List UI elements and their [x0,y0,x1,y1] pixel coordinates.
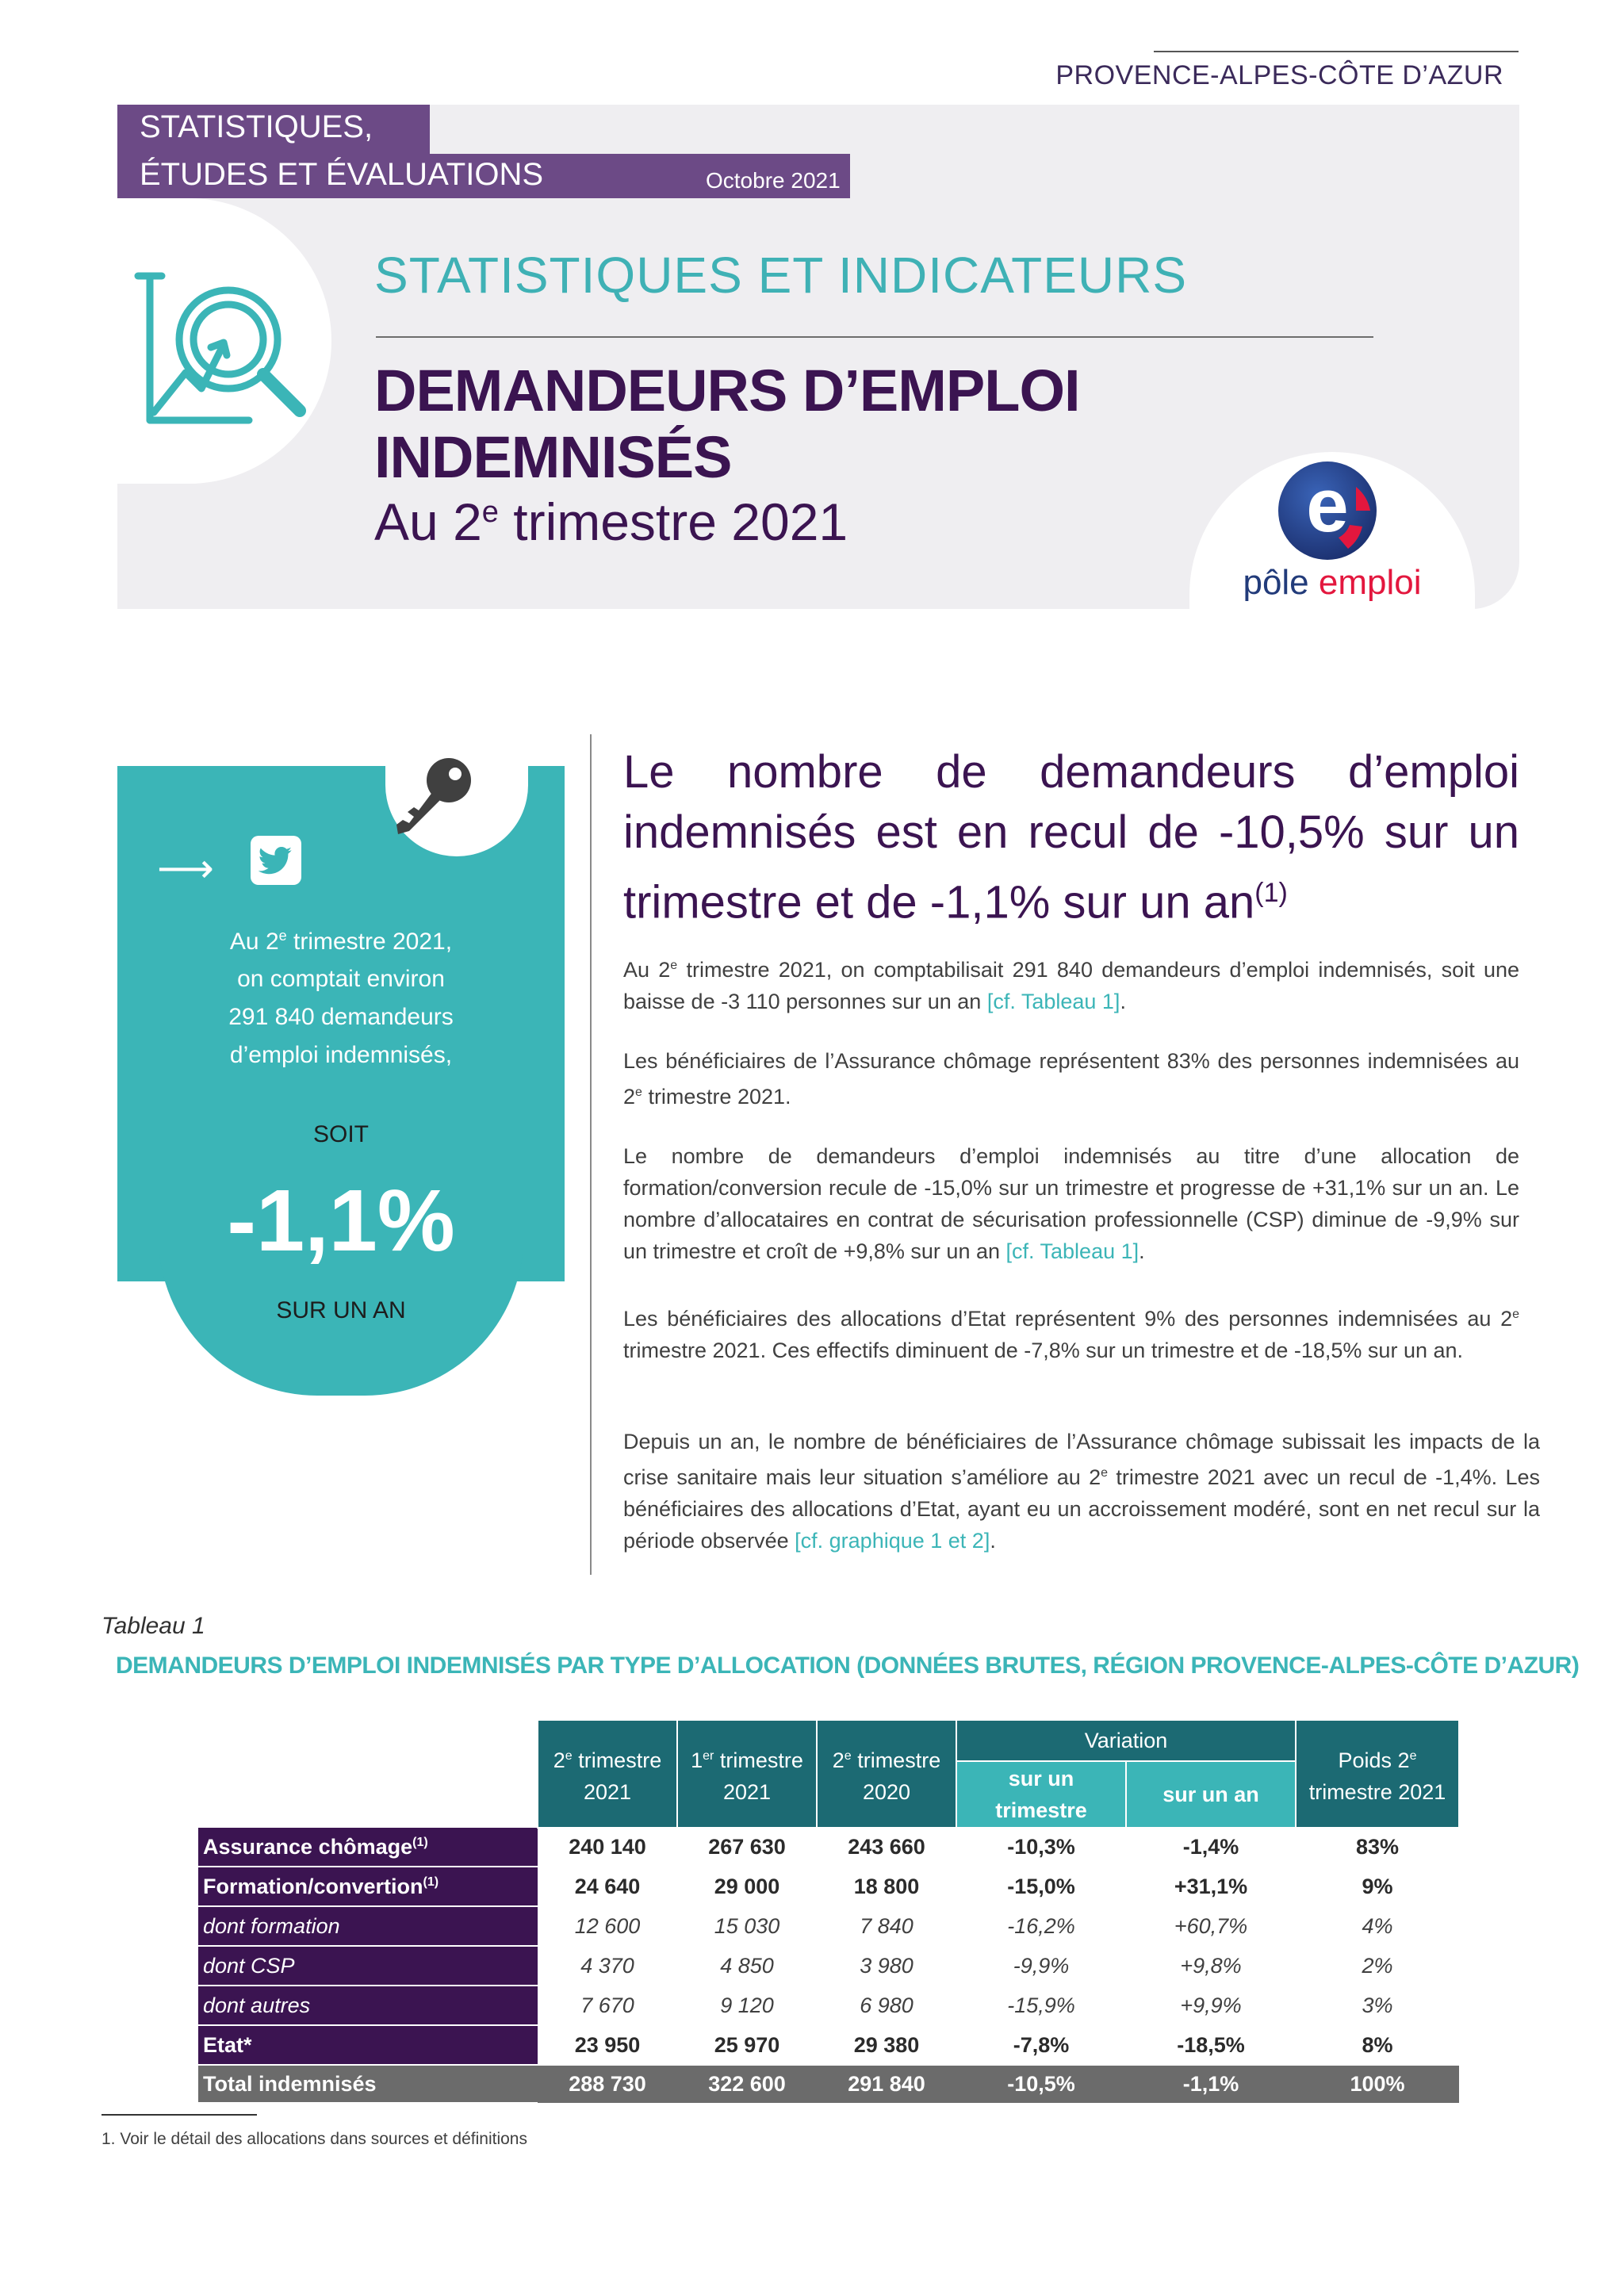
subtitle: Au 2e trimestre 2021 [374,492,848,551]
table-cell: 8% [1296,2025,1459,2065]
key-figure-period: SUR UN AN [276,1297,406,1323]
table-cell: 4 370 [538,1946,677,1986]
table-cell: 18 800 [817,1867,956,1906]
section-title: STATISTIQUES ET INDICATEURS [374,247,1188,304]
table-reference-link[interactable]: [cf. Tableau 1] [986,990,1120,1013]
table-row [198,1986,1459,2025]
table-cell: 9% [1296,1867,1459,1906]
paragraph-4: Les bénéficiaires des allocations d’Etat représentent 9% des personnes indemnisées au 2e trimestre 2021. Ces effectifs diminuent de -7,8% sur un trimestre et de -18,5% sur un an. [623,1307,1519,1362]
table-cell: 3% [1296,1986,1459,2025]
table-cell: -18,5% [1126,2025,1296,2065]
table-cell: 12 600 [538,1906,677,1946]
col-header-var-year: sur un an [1126,1761,1296,1828]
row-label: dont formation [198,1906,538,1946]
col-header-q2-2021: 2e trimestre 2021 [538,1720,677,1828]
table-cell: 9 120 [677,1986,817,2025]
publication-date: Octobre 2021 [706,168,841,193]
table-cell: 288 730 [538,2065,677,2103]
table-cell: -7,8% [956,2025,1126,2065]
col-header-q2-2020: 2e trimestre 2020 [817,1720,956,1828]
paragraph-2: Les bénéficiaires de l’Assurance chômage représentent 83% des personnes indemnisées au 2e trimestre 2021. [623,1049,1519,1109]
table-cell: 291 840 [817,2065,956,2103]
table-cell: +31,1% [1126,1867,1296,1906]
table-cell: 322 600 [677,2065,817,2103]
chart-reference-link[interactable]: [cf. graphique 1 et 2] [795,1529,990,1553]
col-header-variation: Variation [956,1720,1296,1761]
table-cell: 100% [1296,2065,1459,2103]
table-cell: -10,5% [956,2065,1126,2103]
table-cell: -15,0% [956,1867,1126,1906]
row-label: Assurance chômage$^{(1)}$ [198,1828,538,1867]
svg-text:e: e [1306,463,1349,548]
table-cell: 4% [1296,1906,1459,1946]
table-cell: -1,4% [1126,1828,1296,1867]
col-header-q1-2021: 1er trimestre 2021 [677,1720,817,1828]
row-label: Etat* [198,2025,538,2065]
paragraph-5: Depuis un an, le nombre de bénéficiaires de l’Assurance chômage subissait les impacts de la crise sanitaire mais leur situation s’améliore au 2e trimestre 2021 avec un recul de -1,4%. Les bénéficiaires des allocations d’Etat, ayant eu un accroissement modéré, sont en net recul sur la période observée [cf. graphique 1 et 2]. [623,1430,1540,1553]
table-cell: 24 640 [538,1867,677,1906]
twitter-icon[interactable] [251,836,301,885]
card-text-line-2: on comptait environ [237,966,445,992]
table-cell: 3 980 [817,1946,956,1986]
table-row [198,1906,1459,1946]
table-cell: +9,8% [1126,1946,1296,1986]
card-soit: SOIT [312,1121,369,1147]
table-cell: 83% [1296,1828,1459,1867]
table-cell: 7 670 [538,1986,677,2025]
table-row [198,2025,1459,2065]
analytics-magnifier-icon [130,270,312,428]
table-corner [198,1720,538,1828]
table-caption: Tableau 1 [102,1613,205,1639]
paragraph-1: Au 2e trimestre 2021, on comptabilisait 291 840 demandeurs d’emploi indemnisés, soit une baisse de -3 110 personnes sur un an [cf. Tableau 1]. [623,958,1519,1013]
table-cell: -16,2% [956,1906,1126,1946]
table-row [198,1828,1459,1867]
row-label: dont autres [198,1986,538,2025]
table-cell: -15,9% [956,1986,1126,2025]
region-label: PROVENCE-ALPES-CÔTE D’AZUR [1055,60,1503,90]
table-cell: 240 140 [538,1828,677,1867]
arrow-right-icon: ⟶ [157,846,214,890]
table-row [198,1946,1459,1986]
key-figure-value: -1,1% [227,1172,455,1270]
table-total-row [198,2065,1459,2103]
card-text-line-1: Au 2e trimestre 2021, [229,928,453,955]
col-header-var-quarter: sur un trimestre [956,1761,1126,1828]
row-label: Total indemnisés [198,2065,538,2103]
table-cell: +60,7% [1126,1906,1296,1946]
table-title: DEMANDEURS D’EMPLOI INDEMNISÉS PAR TYPE D’ALLOCATION (DONNÉES BRUTES, RÉGION PROVENCE-ALPES-CÔTE D’AZUR) [116,1653,1580,1679]
table-cell: 25 970 [677,2025,817,2065]
table-cell: 15 030 [677,1906,817,1946]
table-cell: -9,9% [956,1946,1126,1986]
table-cell: 4 850 [677,1946,817,1986]
banner-line-2: ÉTUDES ET ÉVALUATIONS [140,157,544,192]
col-header-weight: Poids 2e trimestre 2021 [1296,1720,1459,1828]
table-cell: 23 950 [538,2025,677,2065]
footnote-rule [102,2114,257,2116]
main-title-line-2: INDEMNISÉS [374,424,732,490]
table-reference-link[interactable]: [cf. Tableau 1] [1005,1239,1139,1263]
card-text-line-4: d’emploi indemnisés, [229,1042,453,1068]
pole-emploi-wordmark: pôle emploi [1243,563,1422,602]
row-label: Formation/convertion$^{(1)}$ [198,1867,538,1906]
table-cell: 6 980 [817,1986,956,2025]
row-label: dont CSP [198,1946,538,1986]
table-cell: 267 630 [677,1828,817,1867]
table-cell: 2% [1296,1946,1459,1986]
footnote: 1. Voir le détail des allocations dans sources et définitions [102,2130,527,2148]
table-cell: +9,9% [1126,1986,1296,2025]
table-cell: -10,3% [956,1828,1126,1867]
main-title-line-1: DEMANDEURS D’EMPLOI [374,358,1080,423]
table-cell: 243 660 [817,1828,956,1867]
allocation-table [198,1719,1460,2104]
title-divider [376,336,1373,338]
banner-line-1: STATISTIQUES, [140,109,373,144]
table-cell: 29 000 [677,1867,817,1906]
paragraph-3: Le nombre de demandeurs d’emploi indemnisés au titre d’une allocation de formation/conversion recule de -15,0% sur un trimestre et progresse de +31,1% sur un an. Le nombre d’allocataires en contrat de sécurisation professionnelle (CSP) diminue de -9,9% sur un trimestre et croît de +9,8% sur un an [cf. Tableau 1]. [623,1144,1519,1263]
key-icon [392,752,479,839]
card-text-line-3: 291 840 demandeurs [228,1004,454,1030]
table-cell: -1,1% [1126,2065,1296,2103]
table-row [198,1867,1459,1906]
table-cell: 29 380 [817,2025,956,2065]
column-divider [590,734,592,1575]
headline: Le nombre de demandeurs d’emploi indemnisés est en recul de -10,5% sur un trimestre et de -1,1% sur un $an^{(1)}$ [623,746,1519,929]
table-cell: 7 840 [817,1906,956,1946]
region-rule [1154,51,1519,52]
